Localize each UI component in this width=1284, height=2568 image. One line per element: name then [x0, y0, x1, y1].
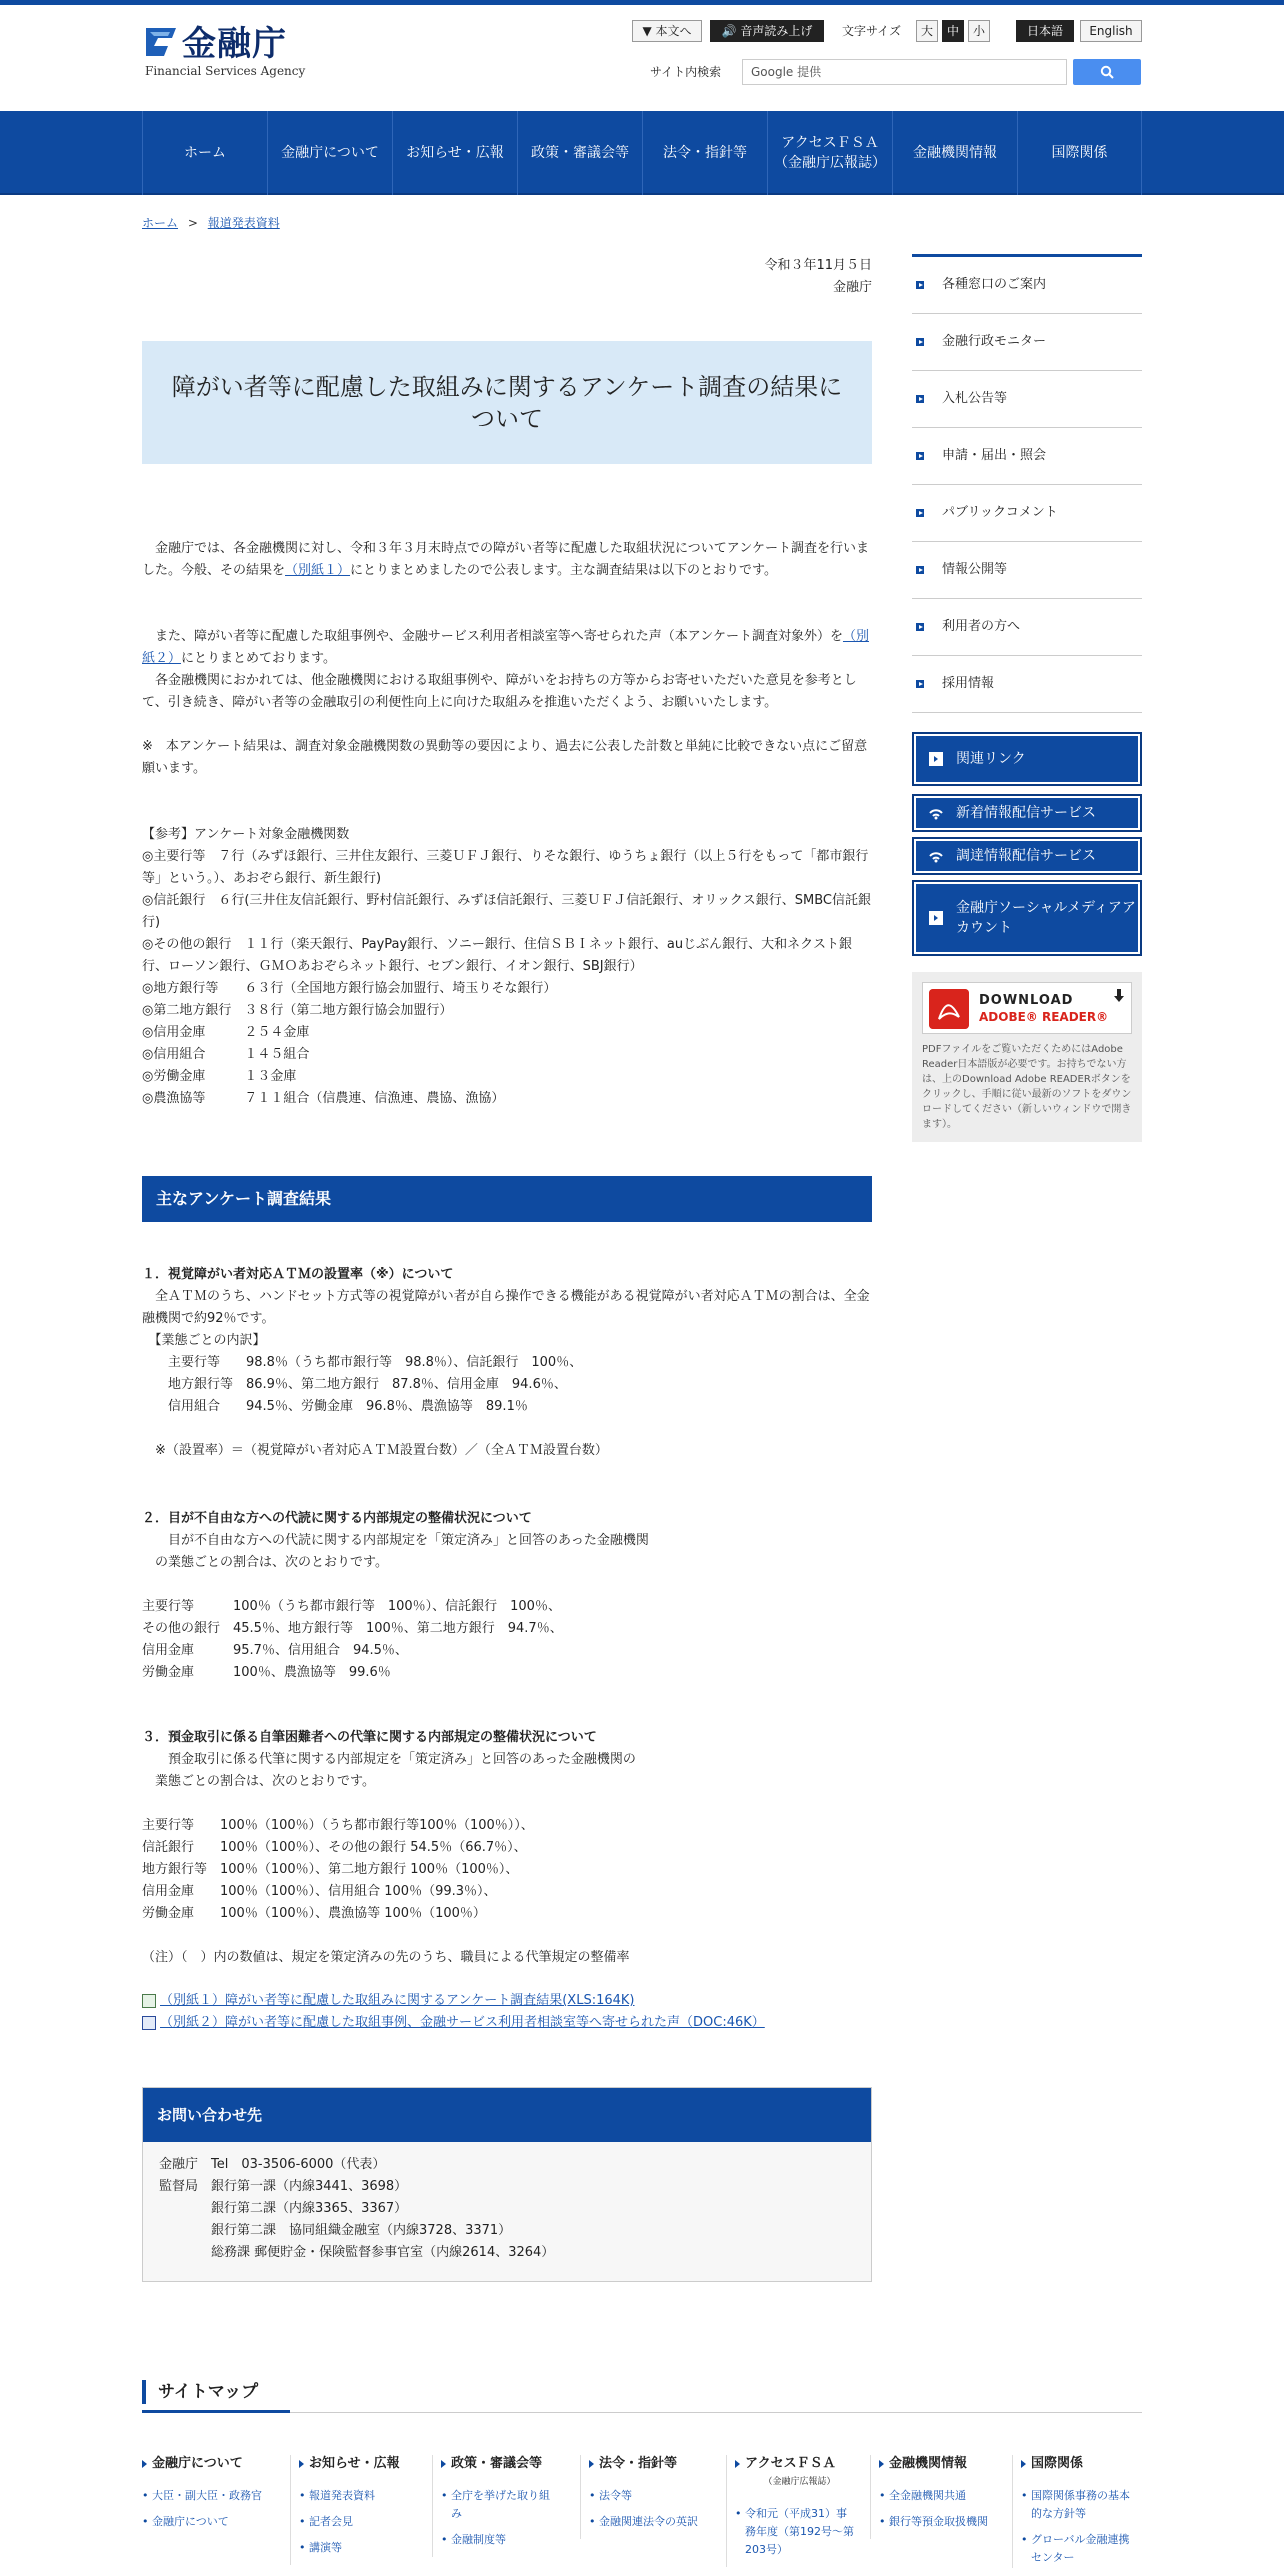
- nav-access-fsa-label: アクセスＦＳＡ: [781, 135, 879, 151]
- site-search-label: サイト内検索: [650, 65, 722, 79]
- sitemap-divider-accent: [142, 2410, 290, 2413]
- results-section-heading: 主なアンケート調査結果: [142, 1176, 872, 1222]
- breadcrumb: [142, 215, 280, 231]
- intro-text: にとりまとめております。: [181, 651, 336, 666]
- global-nav: [0, 111, 1284, 195]
- sitemap-link[interactable]: • 法令等: [589, 2487, 708, 2505]
- result-spacer: [142, 1793, 874, 1815]
- sitemap-link[interactable]: • グローバル金融連携センター: [1021, 2531, 1140, 2567]
- reference-line: ◎信用組合 １４５組合: [142, 1047, 310, 1062]
- sidebar-item-recruit[interactable]: 採用情報: [912, 656, 1142, 713]
- sitemap-link[interactable]: • 大臣・副大臣・政務官: [142, 2487, 270, 2505]
- attachment-1-inline-link[interactable]: （別紙１）: [285, 563, 351, 578]
- release-date-line: 令和３年11月５日: [764, 258, 872, 273]
- nav-policy[interactable]: 政策・審議会等: [517, 111, 642, 195]
- result-line: 【業態ごとの内訳】: [142, 1333, 266, 1348]
- sitemap-heading[interactable]: 政策・審議会等: [441, 2455, 560, 2473]
- contact-heading: お問い合わせ先: [143, 2088, 871, 2142]
- reference-line: ◎信用金庫 ２５４金庫: [142, 1025, 310, 1040]
- rss-news-label: 新着情報配信サービス: [956, 805, 1096, 821]
- lang-english-button[interactable]: English: [1080, 20, 1142, 42]
- sitemap-heading-sub: （金融庁広報誌）: [763, 2477, 836, 2487]
- result-1-heading: １．視覚障がい者対応ＡＴＭの設置率（※）について: [142, 1267, 454, 1282]
- breadcrumb-home-link[interactable]: ホーム: [142, 216, 179, 230]
- result-line: 目が不自由な方への代読に関する内部規定を「策定済み」と回答のあった金融機関: [142, 1533, 649, 1548]
- lang-japanese-button[interactable]: 日本語: [1016, 20, 1074, 42]
- attachment-2-label: （別紙２）障がい者等に配慮した取組事例、金融サービス利用者相談室等へ寄せられた声（DOC:46K）: [160, 2015, 765, 2030]
- adobe-reader-text: ADOBE® READER®: [979, 1010, 1109, 1024]
- reference-line: ◎農漁協等 ７１１組合（信農連、信漁連、農協、漁協）: [142, 1091, 505, 1106]
- voice-readout-label: 音声読み上げ: [740, 24, 813, 38]
- result-line: 地方銀行等 86.9％、第二地方銀行 87.8％、信用金庫 94.6％、: [142, 1377, 567, 1392]
- adobe-reader-note: PDFファイルをご覧いただくためにはAdobe Reader日本語版が必要です。お持ちでない方は、上のDownload Adobe READERボタンをクリックし、手順に従い最新のソフトをダウンロードしてください（新しいウィンドウで開きます）。: [922, 1044, 1132, 1130]
- result-spacer: [142, 1418, 874, 1440]
- result-line: 信用組合 94.5％、労働金庫 96.8％、農漁協等 89.1％: [142, 1399, 528, 1414]
- reference-line: ◎労働金庫 １３金庫: [142, 1069, 297, 1084]
- nav-news[interactable]: お知らせ・広報: [392, 111, 517, 195]
- rss-news-button[interactable]: [912, 794, 1142, 832]
- attachment-1-link[interactable]: [142, 1990, 765, 2012]
- contact-box: [142, 2087, 872, 2282]
- release-date: [600, 255, 872, 299]
- nav-access-fsa[interactable]: [767, 111, 892, 195]
- intro-note: ※ 本アンケート結果は、調査対象金融機関数の異動等の要因により、過去に公表した計数と単純に比較できない点にご留意願います。: [142, 739, 868, 776]
- fsa-logo[interactable]: [142, 22, 312, 82]
- result-line: 労働金庫 100％（100％）、農漁協等 100％（100％）: [142, 1906, 486, 1921]
- breadcrumb-separator: >: [187, 216, 198, 230]
- sitemap-link[interactable]: • 国際関係事務の基本的な方針等: [1021, 2487, 1140, 2523]
- sitemap-heading[interactable]: お知らせ・広報: [299, 2455, 418, 2473]
- sitemap-col-institutions: [870, 2455, 998, 2539]
- social-media-button[interactable]: [912, 880, 1142, 956]
- sitemap-col-laws: [580, 2455, 708, 2539]
- sitemap-link[interactable]: • 報道発表資料: [299, 2487, 418, 2505]
- font-size-label: 文字サイズ: [842, 24, 902, 38]
- site-search-input[interactable]: [742, 59, 1067, 85]
- font-size-medium-button[interactable]: 中: [942, 20, 964, 42]
- sitemap-link[interactable]: • 全庁を挙げた取り組み: [441, 2487, 560, 2523]
- reference-line: ◎主要行等 ７行（みずほ銀行、三井住友銀行、三菱ＵＦＪ銀行、りそな銀行、ゆうちょ銀行（以上５行をもって「都市銀行等」という。）、あおぞら銀行、新生銀行): [142, 849, 869, 886]
- xls-file-icon: [142, 1994, 156, 2008]
- result-line: 地方銀行等 100％（100％）、第二地方銀行 100％（100％）、: [142, 1862, 519, 1877]
- result-footnote: （注）（ ）内の数値は、規定を策定済みの先のうち、職員による代筆規定の整備率: [142, 1950, 630, 1965]
- sitemap-heading[interactable]: 法令・指針等: [589, 2455, 708, 2473]
- page-title: 障がい者等に配慮した取組みに関するアンケート調査の結果について: [171, 372, 843, 433]
- sidebar-item-applications[interactable]: 申請・届出・照会: [912, 428, 1142, 485]
- adobe-pdf-icon: [929, 989, 969, 1029]
- speaker-icon: 🔊: [721, 24, 737, 38]
- font-size-large-button[interactable]: 大: [916, 20, 938, 42]
- sitemap-heading[interactable]: 金融機関情報: [879, 2455, 998, 2473]
- attachment-1-label: （別紙１）障がい者等に配慮した取組みに関するアンケート調査結果(XLS:164K): [160, 1993, 635, 2008]
- result-line: ※（設置率）＝（視覚障がい者対応ＡＴＭ設置台数）／（全ＡＴＭ設置台数）: [142, 1443, 608, 1458]
- doc-file-icon: [142, 2016, 156, 2030]
- sidebar-item-monitor[interactable]: 金融行政モニター: [912, 314, 1142, 371]
- intro-text: 金融庁では、各金融機関に対し、令和３年３月末時点での障がい者等に配慮した取組状況についてアンケート調査を行いました。今般、その結果を: [142, 541, 869, 578]
- result-line: 主要行等 100％（うち都市銀行等 100％）、信託銀行 100％、: [142, 1599, 561, 1614]
- voice-readout-button[interactable]: [710, 20, 824, 42]
- reference-line: ◎信託銀行 ６行(三井住友信託銀行、野村信託銀行、みずほ信託銀行、三菱ＵＦＪ信託銀行、オリックス銀行、SMBC信託銀行): [142, 893, 872, 930]
- sidebar-item-public-comment[interactable]: パブリックコメント: [912, 485, 1142, 542]
- sidebar-item-disclosure[interactable]: 情報公開等: [912, 542, 1142, 599]
- result-line: 主要行等 100％（100％）（うち都市銀行等100％（100％））、: [142, 1818, 534, 1833]
- intro-paragraph-1: [142, 538, 874, 582]
- result-line: 労働金庫 100％、農漁協等 99.6％: [142, 1665, 391, 1680]
- social-media-label: 金融庁ソーシャルメディアアカウント: [956, 900, 1136, 936]
- intro-paragraph-2: [142, 626, 874, 714]
- sitemap-col-access-fsa: [726, 2455, 854, 2567]
- font-size-small-button[interactable]: 小: [968, 20, 990, 42]
- nav-home[interactable]: ホーム: [142, 111, 267, 195]
- result-line: その他の銀行 45.5％、地方銀行等 100％、第二地方銀行 94.7％、: [142, 1621, 563, 1636]
- nav-about[interactable]: 金融庁について: [267, 111, 392, 195]
- rss-procurement-label: 調達情報配信サービス: [956, 848, 1096, 864]
- sitemap-col-news: [290, 2455, 418, 2565]
- result-section-1: [142, 1264, 874, 1462]
- search-button[interactable]: [1073, 59, 1141, 85]
- result-line: 預金取引に係る代筆に関する内部規定を「策定済み」と回答のあった金融機関の: [142, 1752, 636, 1767]
- window-icon: [928, 910, 944, 926]
- result-spacer: [142, 1925, 874, 1947]
- reference-title: 【参考】アンケート対象金融機関数: [142, 827, 350, 842]
- result-spacer: [142, 1574, 874, 1596]
- sitemap-heading[interactable]: 国際関係: [1021, 2455, 1140, 2473]
- sitemap-link[interactable]: • 金融関連法令の英訳: [589, 2513, 708, 2531]
- result-2-heading: ２．目が不自由な方への代読に関する内部規定の整備状況について: [142, 1511, 532, 1526]
- sitemap-link[interactable]: • 全金融機関共通: [879, 2487, 998, 2505]
- search-placeholder: Google 提供: [751, 65, 822, 79]
- sitemap-link[interactable]: • 令和元（平成31）事務年度（第192号～第203号）: [735, 2505, 854, 2559]
- download-arrow-icon: [1113, 989, 1125, 1003]
- intro-text: にとりまとめましたので公表します。主な調査結果は以下のとおりです。: [350, 563, 777, 578]
- sitemap-heading[interactable]: [735, 2455, 854, 2491]
- sitemap-link[interactable]: • 講演等: [299, 2539, 418, 2557]
- logo-text-jp: 金融庁: [182, 24, 287, 64]
- nav-international[interactable]: 国際関係: [1017, 111, 1142, 195]
- sitemap-link[interactable]: • 金融庁について: [142, 2513, 270, 2531]
- skip-to-content-button[interactable]: ▼ 本文へ: [632, 20, 702, 42]
- related-links-label: 関連リンク: [956, 751, 1026, 767]
- sitemap-heading[interactable]: 金融庁について: [142, 2455, 270, 2473]
- adobe-download-text: DOWNLOAD: [979, 993, 1074, 1008]
- attachment-links: [142, 1990, 765, 2034]
- contact-details: 金融庁 Tel 03-3506-6000（代表） 監督局 銀行第一課（内線3441、3698） 銀行第二課（内線3365、3367） 銀行第二課 協同組織金融室（内線3728、3371） 総務課 郵便貯金・保険監督参事官室（内線2614、3264）: [159, 2157, 555, 2260]
- result-line: の業態ごとの割合は、次のとおりです。: [142, 1555, 388, 1570]
- sitemap-title: サイトマップ: [142, 2380, 258, 2404]
- rss-procurement-button[interactable]: [912, 837, 1142, 875]
- sitemap-col-policy: [432, 2455, 560, 2557]
- result-3-heading: ３．預金取引に係る自筆困難者への代筆に関する内部規定の整備状況について: [142, 1730, 597, 1745]
- reference-block: [142, 824, 874, 1110]
- result-line: 全ＡＴＭのうち、ハンドセット方式等の視覚障がい者が自ら操作できる機能がある視覚障がい者対応ＡＴＭの割合は、全金融機関で約92％です。: [142, 1289, 870, 1326]
- rss-icon: [928, 848, 944, 864]
- sidebar-item-tenders[interactable]: 入札公告等: [912, 371, 1142, 428]
- nav-access-fsa-sub: （金融庁広報誌）: [774, 155, 886, 171]
- sidebar-item-users[interactable]: 利用者の方へ: [912, 599, 1142, 656]
- result-section-3: [142, 1727, 874, 1969]
- breadcrumb-current-link[interactable]: 報道発表資料: [207, 216, 280, 230]
- result-section-2: [142, 1508, 874, 1684]
- result-line: 信用金庫 100％（100％）、信用組合 100％（99.3％）、: [142, 1884, 497, 1899]
- adobe-reader-box: [912, 972, 1142, 1142]
- related-links-button[interactable]: [912, 732, 1142, 786]
- window-icon: [928, 751, 944, 767]
- nav-laws[interactable]: 法令・指針等: [642, 111, 767, 195]
- adobe-reader-download-button[interactable]: [922, 982, 1132, 1034]
- attachment-2-link[interactable]: [142, 2012, 765, 2034]
- rss-icon: [928, 805, 944, 821]
- reference-line: ◎地方銀行等 ６３行（全国地方銀行協会加盟行、埼玉りそな銀行）: [142, 981, 557, 996]
- sitemap-link[interactable]: • 銀行等預金取扱機関: [879, 2513, 998, 2531]
- reference-line: ◎第二地方銀行 ３８行（第二地方銀行協会加盟行）: [142, 1003, 453, 1018]
- sitemap-divider: [142, 2412, 1142, 2413]
- result-line: 主要行等 98.8％（うち都市銀行等 98.8％）、信託銀行 100％、: [142, 1355, 583, 1370]
- result-line: 業態ごとの割合は、次のとおりです。: [142, 1774, 375, 1789]
- logo-text-en: Financial Services Agency: [145, 64, 306, 78]
- sitemap-link[interactable]: • 記者会見: [299, 2513, 418, 2531]
- sitemap-heading-label: アクセスＦＳＡ: [745, 2456, 836, 2471]
- nav-institutions[interactable]: 金融機関情報: [892, 111, 1017, 195]
- result-line: 信用金庫 95.7％、信用組合 94.5％、: [142, 1643, 408, 1658]
- sitemap-link[interactable]: • 金融制度等: [441, 2531, 560, 2549]
- attachment-2-inline-link[interactable]: （別紙２）: [142, 629, 869, 666]
- sitemap-col-about: [142, 2455, 270, 2539]
- page-title-box: [142, 341, 872, 464]
- sitemap-col-international: [1012, 2455, 1140, 2568]
- fsa-logo-icon: [142, 24, 182, 64]
- release-issuer: 金融庁: [832, 280, 872, 295]
- sidebar-item-contact-windows[interactable]: 各種窓口のご案内: [912, 257, 1142, 314]
- result-line: 信託銀行 100％（100％）、その他の銀行 54.5％（66.7％）、: [142, 1840, 527, 1855]
- intro-request: 各金融機関におかれては、他金融機関における取組事例や、障がいをお持ちの方等からお寄せいただいた意見を参考として、引き続き、障がい者等の金融取引の利便性向上に向けた取組みを推進いただくよう、お願いいたします。: [142, 673, 857, 710]
- reference-line: ◎その他の銀行 １１行（楽天銀行、PayPay銀行、ソニー銀行、住信ＳＢＩネット銀行、auじぶん銀行、大和ネクスト銀行、ローソン銀行、ＧＭＯあおぞらネット銀行、セブン銀行、イオン銀行、SBJ銀行）: [142, 937, 852, 974]
- search-icon: [1100, 65, 1114, 79]
- intro-text: また、障がい者等に配慮した取組事例や、金融サービス利用者相談室等へ寄せられた声（本アンケート調査対象外）を: [142, 629, 843, 644]
- top-accent-bar: [0, 0, 1284, 5]
